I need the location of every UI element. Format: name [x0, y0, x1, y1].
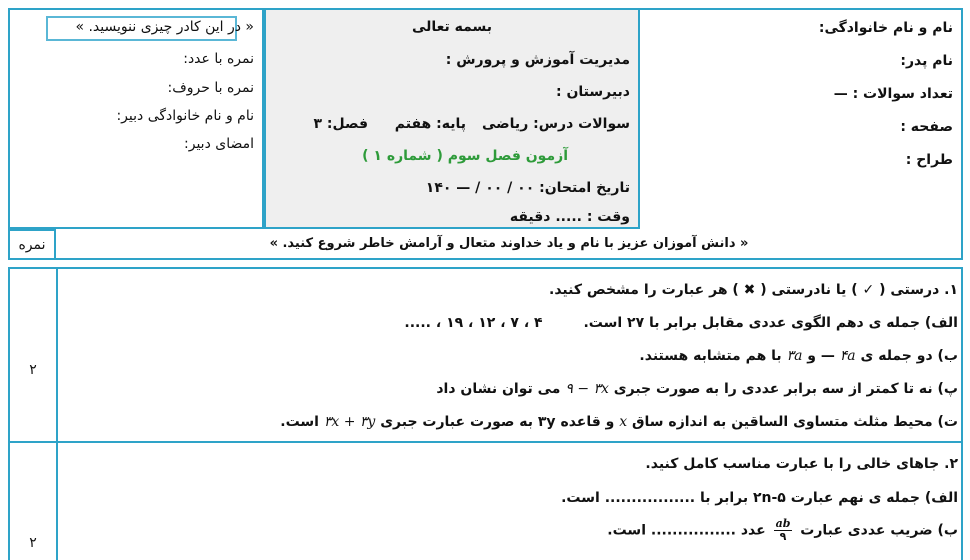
exam-title: آزمون فصل سوم ( شماره ۱ ): [362, 148, 568, 164]
q1-part-a: [404, 315, 958, 331]
score-number-label: نمره با عدد:: [183, 51, 254, 67]
q2-part-b-fraction: [774, 518, 793, 543]
q2-part-b: [607, 518, 958, 543]
score-column-label: نمره: [18, 237, 46, 253]
q1-part-a-text: الف) جمله ی دهم الگوی عددی مقابل برابر با ۲۷ است.: [583, 315, 958, 331]
q1-part-d-pre: ت) محیط مثلث متساوی الساقین به اندازه ساق: [632, 414, 958, 430]
exam-time: وقت : ..... دقیقه: [509, 209, 630, 225]
q1-part-b: [639, 348, 958, 364]
teacher-name-label: نام و نام خانوادگی دبیر:: [116, 108, 254, 124]
q1-score: ۲: [29, 362, 37, 378]
page-label: صفحه :: [900, 119, 953, 135]
chapter-label: فصل: ۳: [313, 116, 368, 132]
bismillah: بسمه تعالی: [411, 19, 493, 35]
exam-info-panel: [264, 8, 640, 229]
q1-part-b-mid: — و: [807, 348, 835, 364]
q2-score: ۲: [29, 535, 37, 551]
q1-part-d-mid2: به صورت عبارت جبری: [380, 414, 534, 430]
father-name-label: نام پدر:: [900, 53, 953, 69]
designer-label: طراح :: [905, 152, 953, 168]
q1-part-c-post: می توان نشان داد: [436, 381, 561, 397]
q2-part-b-denominator: ۹: [779, 530, 787, 543]
grading-panel: [8, 8, 264, 229]
management-label: مدیریت آموزش و پرورش :: [445, 52, 630, 68]
start-banner: « دانش آموزان عزیز با نام و یاد خداوند متعال و آرامش خاطر شروع کنید. »: [269, 236, 749, 251]
grading-note: « در این کادر چیزی ننویسید. »: [75, 19, 254, 35]
q1-part-b-term2: ۳a: [786, 348, 803, 364]
q1-part-d-mid: و قاعده: [560, 414, 615, 430]
student-name-label: نام و نام خانوادگی:: [818, 20, 953, 36]
exam-date: تاریخ امتحان: ۰۰ / ۰۰ / — ۱۴۰: [425, 180, 630, 196]
q1-part-d: [280, 414, 958, 430]
grade-label: پایه: هفتم: [394, 116, 466, 132]
score-column-header: [8, 229, 56, 260]
q1-part-c-expr: ۹ − ۳x: [565, 381, 609, 397]
q2-title: ۲. جاهای خالی را با عبارت مناسب کامل کنید.: [645, 456, 958, 472]
q1-part-c: [436, 381, 958, 397]
q1-part-b-term1: ۴a: [839, 348, 856, 364]
teacher-sign-label: امضای دبیر:: [184, 136, 254, 152]
q1-part-d-x: x: [619, 414, 628, 430]
course-label: سوالات درس: ریاضی: [481, 116, 630, 132]
q1-title: ۱. درستی ( ✓ ) یا نادرستی ( ✖ ) هر عبارت را مشخص کنید.: [549, 282, 958, 298]
q2-part-b-post: عدد ................ است.: [607, 522, 766, 539]
q1-part-d-y: ۳y: [537, 414, 556, 430]
score-column: [8, 267, 58, 560]
q1-part-c-pre: پ) نه تا کمتر از سه برابر عددی را به صورت جبری: [613, 381, 958, 397]
q1-part-a-sequence: ۴ ، ۷ ، ۱۲ ، ۱۹ ، .....: [404, 315, 543, 331]
question-divider: [8, 441, 963, 443]
q2-part-b-numerator: ab: [775, 517, 791, 530]
student-info-panel: [640, 8, 963, 229]
q1-part-b-post: با هم متشابه هستند.: [639, 348, 782, 364]
question-count-label: تعداد سوالات : —: [833, 86, 953, 102]
q2-part-b-pre: ب) ضریب عددی عبارت: [800, 522, 958, 539]
school-label: دبیرستان :: [555, 84, 630, 100]
q1-part-b-pre: ب) دو جمله ی: [860, 348, 958, 364]
q1-part-d-post: است.: [280, 414, 319, 430]
q2-part-a: الف) جمله ی نهم عبارت ۵-۲n برابر با ................. است.: [561, 490, 958, 506]
q1-part-d-expr: ۳x + ۳y: [323, 414, 376, 430]
score-text-label: نمره با حروف:: [167, 80, 254, 96]
